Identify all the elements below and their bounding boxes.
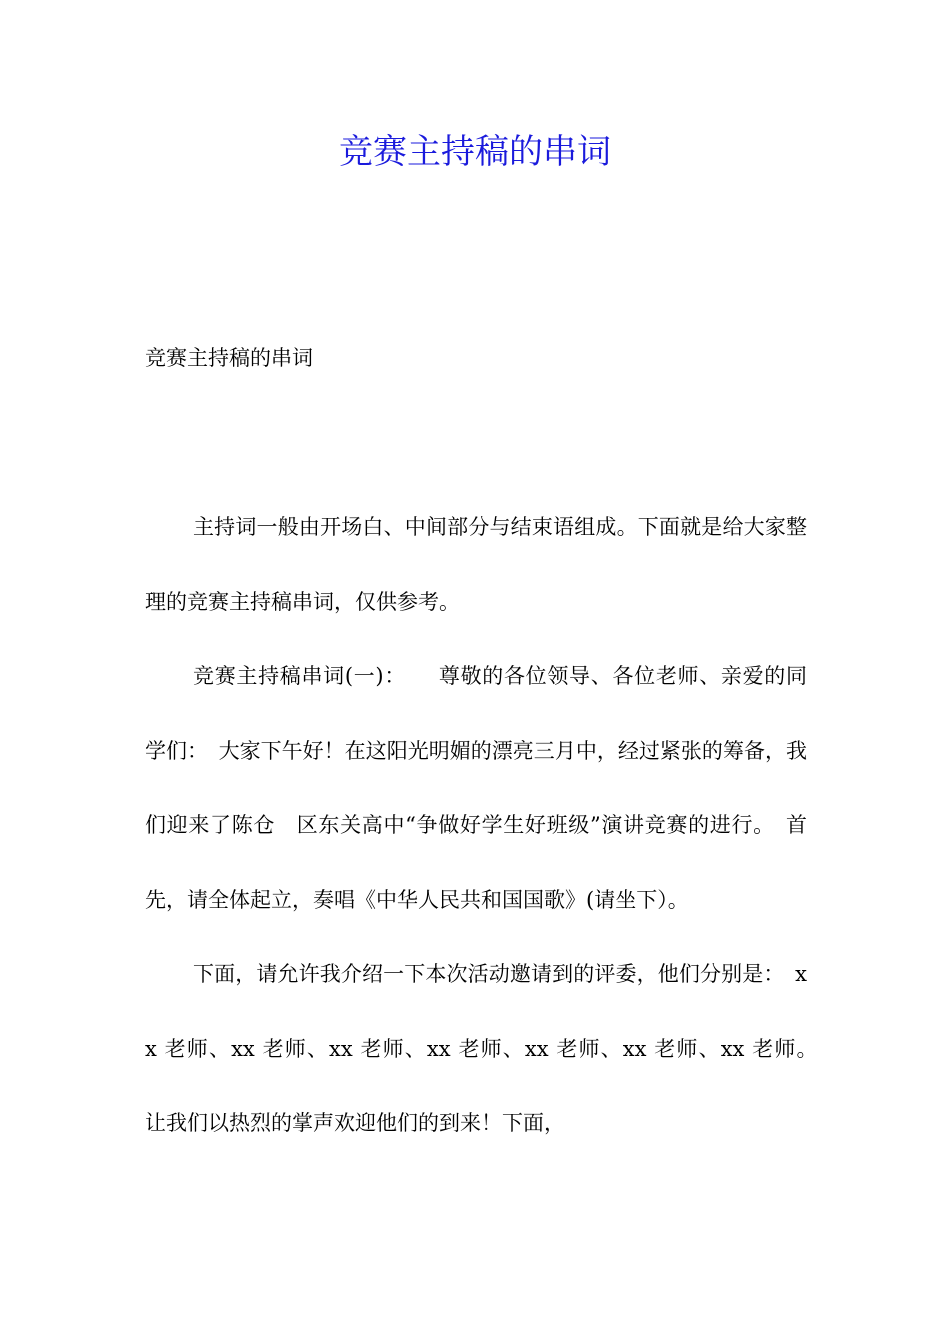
paragraph-script-one: 竞赛主持稿串词(一)： 尊敬的各位领导、各位老师、亲爱的同学们： 大家下午好！在这阳光明媚的漂亮三月中，经过紧张的筹备，我们迎来了陈仓 区东关高中“争做好学生好班级”演讲竞赛的进行。 首先，请全体起立，奏唱《中华人民共和国国歌》(请坐下）。 <box>145 664 807 912</box>
paragraph-judges: 下面，请允许我介绍一下本次活动邀请到的评委，他们分别是： xx 老师、xx 老师、xx 老师、xx 老师、xx 老师、xx 老师、xx 老师。 让我们以热烈的掌声欢迎他们的到来！下面， <box>145 962 828 1135</box>
paragraph-intro: 主持词一般由开场白、中间部分与结束语组成。下面就是给大家整理的竞赛主持稿串词，仅供参考。 <box>145 515 807 614</box>
document-title: 竞赛主持稿的串词 <box>339 132 611 172</box>
document-body <box>145 490 828 1161</box>
document-subtitle: 竞赛主持稿的串词 <box>145 346 313 370</box>
